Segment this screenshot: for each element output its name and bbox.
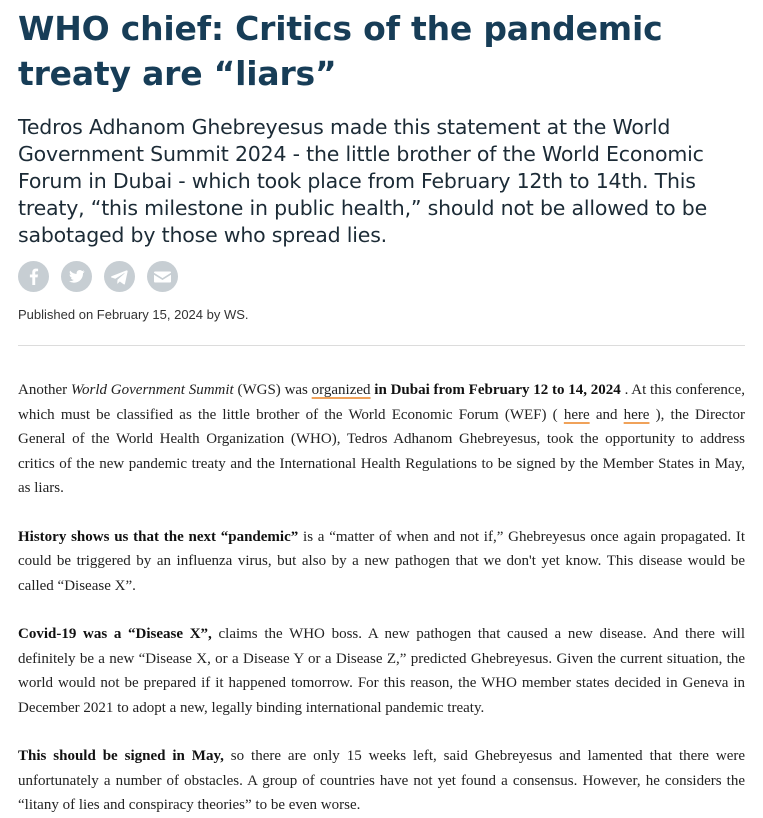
- text-span: ), the Director General of the World Health Organization (WHO), Tedros Adhanom Ghebreyesus, took the opportunity to address critics of the new pandemic treaty and the International Health Regulations to be signed by the Member States in May, as liars.: [18, 406, 745, 496]
- organized-link[interactable]: organized: [311, 382, 371, 398]
- text-span: claims the WHO boss. A new pathogen that caused a new disease. And there will definitely be a new “Disease X, or a Disease Y or a Disease Z,” predicted Ghebreyesus. Given the current situation, the world would not be prepared if it happened tomorrow. For this reason, the WHO member states decided in Geneva in December 2021 to adopt a new, legally binding international pandemic treaty.: [18, 626, 745, 716]
- twitter-icon: [61, 261, 92, 292]
- article-lead: Tedros Adhanom Ghebreyesus made this statement at the World Government Summit 2024 - the little brother of the World Economic Forum in Dubai - which took place from February 12th to 14th. This treaty, “this milestone in public health,” should not be allowed to be sabotaged by those who spread lies.: [18, 115, 708, 247]
- body-paragraph: [18, 525, 745, 599]
- bold-text: in Dubai from February 12 to 14, 2024: [370, 382, 621, 398]
- text-span: so there are only 15 weeks left, said Ghebreyesus and lamented that there were unfortunately a number of obstacles. A group of countries have not yet found a consensus. However, he considers the “litany of lies and conspiracy theories” to be even worse.: [18, 748, 745, 813]
- bold-text: This should be signed in May,: [18, 748, 224, 764]
- facebook-icon: [18, 261, 49, 292]
- divider: [18, 345, 745, 346]
- published-info: Published on February 15, 2024 by WS.: [18, 307, 249, 322]
- text-span: (WGS) was: [233, 382, 312, 398]
- email-icon: [147, 261, 178, 292]
- summit-name: World Government Summit: [70, 382, 234, 398]
- telegram-icon: [104, 261, 135, 292]
- body-paragraph: [18, 378, 745, 501]
- here-link-1[interactable]: here: [563, 406, 590, 423]
- text-span: and: [589, 406, 624, 423]
- here-link-2[interactable]: here: [623, 406, 650, 423]
- body-paragraph: [18, 744, 745, 818]
- facebook-share-button[interactable]: [18, 261, 49, 292]
- bold-text: History shows us that the next “pandemic”: [18, 528, 299, 545]
- share-bar: [18, 261, 745, 292]
- article-body: [18, 378, 745, 818]
- text-span: . At this conference, which must be classified as the little brother of the World Economic Forum (WEF) (: [18, 382, 745, 423]
- telegram-share-button[interactable]: [104, 261, 135, 292]
- email-share-button[interactable]: [147, 261, 178, 292]
- text-span: is a “matter of when and not if,” Ghebreyesus once again propagated. It could be triggered by an influenza virus, but also by a new pathogen that we don't yet know. This disease would be called “Disease X”.: [18, 528, 746, 594]
- bold-text: Covid-19 was a “Disease X”,: [18, 626, 212, 642]
- twitter-share-button[interactable]: [61, 261, 92, 292]
- text-span: Another: [18, 382, 71, 398]
- body-paragraph: [18, 622, 745, 720]
- article-title: WHO chief: Critics of the pandemic treaty are “liars”: [18, 9, 663, 93]
